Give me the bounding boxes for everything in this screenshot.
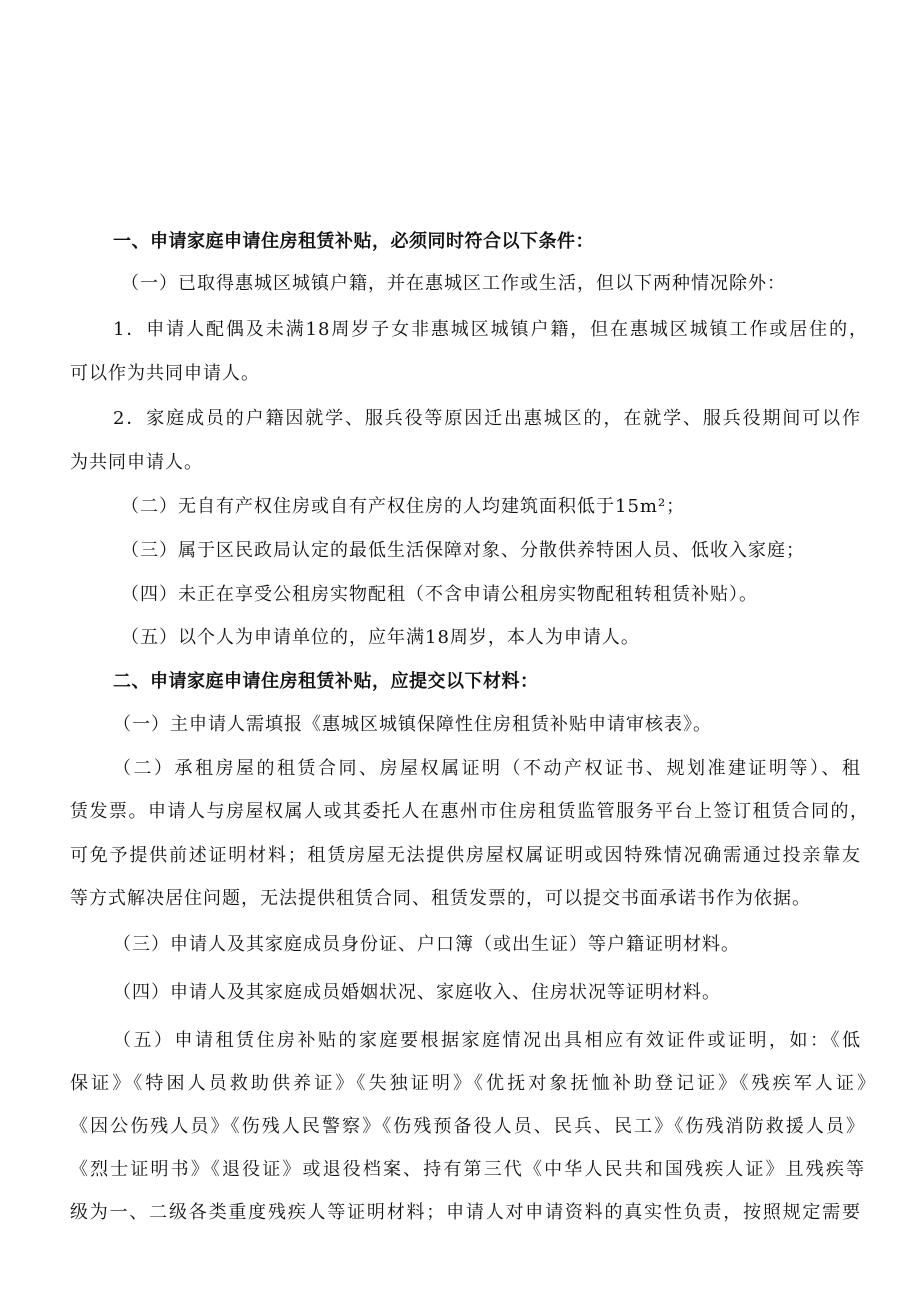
section-2-heading: 二、申请家庭申请住房租赁补贴，应提交以下材料： — [113, 671, 539, 692]
material-5-line-4: 《烈士证明书》《退役证》或退役档案、持有第三代《中华人民共和国残疾人证》且残疾等 — [70, 1159, 865, 1180]
material-5-line-5: 级为一、二级各类重度残疾人等证明材料；申请人对申请资料的真实性负责，按照规定需要 — [70, 1202, 861, 1223]
condition-1: （一）已取得惠城区城镇户籍，并在惠城区工作或生活，但以下两种情况除外： — [121, 273, 786, 294]
section-1-heading: 一、申请家庭申请住房租赁补贴，必须同时符合以下条件： — [113, 231, 594, 252]
material-5-line-1: （五）申请租赁住房补贴的家庭要根据家庭情况出具相应有效证件或证明，如：《低 — [113, 1030, 861, 1051]
material-5-line-2: 保证》《特困人员救助供养证》《失独证明》《优抚对象抚恤补助登记证》《残疾军人证》 — [70, 1073, 876, 1094]
material-4: （四）申请人及其家庭成员婚姻状况、家庭收入、住房状况等证明材料。 — [113, 982, 721, 1003]
material-2-line-4: 等方式解决居住问题，无法提供租赁合同、租赁发票的，可以提交书面承诺书作为依据。 — [70, 888, 811, 909]
material-2-line-3: 可免予提供前述证明材料；租赁房屋无法提供房屋权属证明或因特殊情况确需通过投亲靠友 — [70, 845, 861, 866]
condition-3: （三）属于区民政局认定的最低生活保障对象、分散供养特困人员、低收入家庭； — [121, 540, 805, 561]
condition-1-exception-1-line-2: 可以作为共同申请人。 — [70, 363, 260, 384]
material-3: （三）申请人及其家庭成员身份证、户口簿（或出生证）等户籍证明材料。 — [113, 934, 740, 955]
condition-1-exception-1-line-1: 1．申请人配偶及未满18周岁子女非惠城区城镇户籍，但在惠城区城镇工作或居住的， — [113, 319, 868, 340]
condition-1-exception-2-line-1: 2．家庭成员的户籍因就学、服兵役等原因迁出惠城区的，在就学、服兵役期间可以作 — [113, 408, 861, 429]
condition-2: （二）无自有产权住房或自有产权住房的人均建筑面积低于15m²； — [121, 496, 686, 517]
material-2-line-2: 赁发票。申请人与房屋权属人或其委托人在惠州市住房租赁监管服务平台上签订租赁合同的， — [70, 801, 869, 822]
material-2-line-1: （二）承租房屋的租赁合同、房屋权属证明（不动产权证书、规划准建证明等）、租 — [113, 758, 861, 779]
condition-1-exception-2-line-2: 为共同申请人。 — [70, 452, 203, 473]
condition-5: （五）以个人为申请单位的，应年满18周岁，本人为申请人。 — [121, 627, 640, 648]
material-5-line-3: 《因公伤残人员》《伤残人民警察》《伤残预备役人员、民兵、民工》《伤残消防救援人员》 — [70, 1116, 865, 1137]
condition-4: （四）未正在享受公租房实物配租（不含申请公租房实物配租转租赁补贴）。 — [121, 584, 758, 605]
material-1: （一）主申请人需填报《惠城区城镇保障性住房租赁补贴申请审核表》。 — [113, 714, 712, 735]
